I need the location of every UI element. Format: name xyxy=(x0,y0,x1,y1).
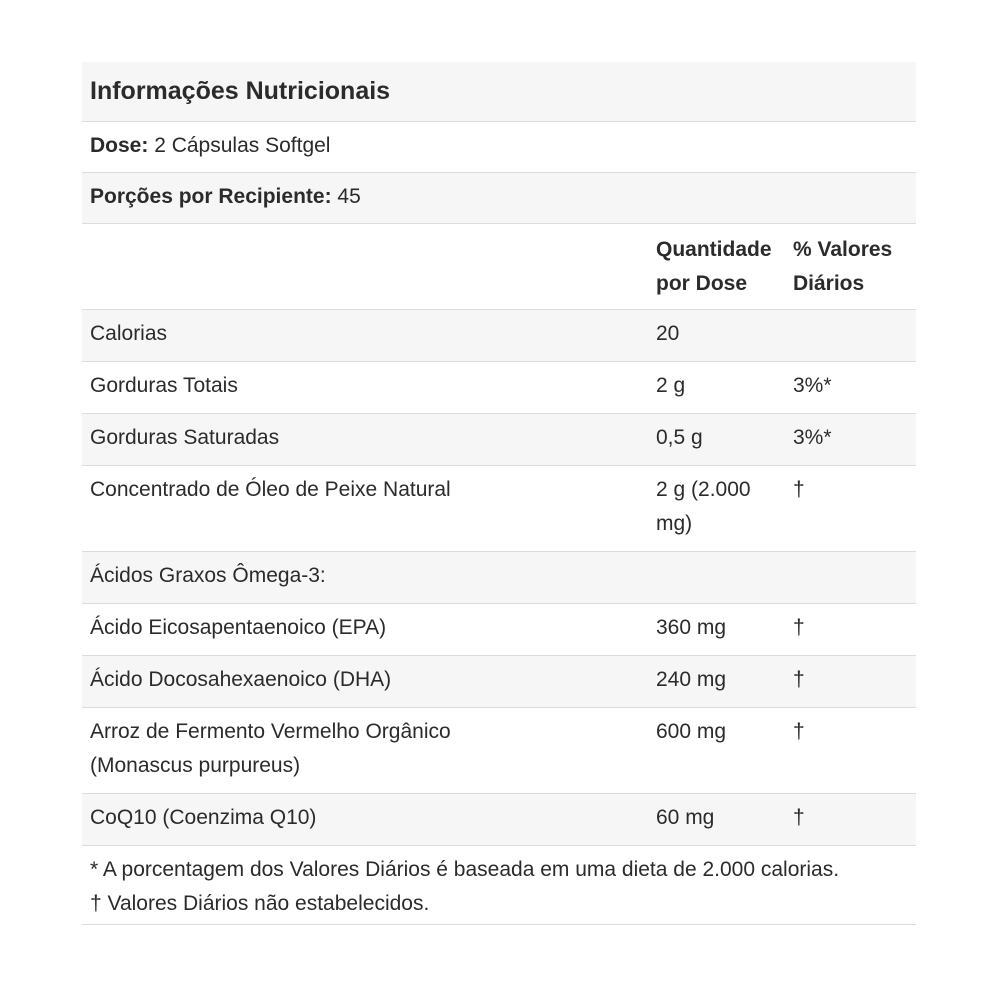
servings-value: 45 xyxy=(331,185,361,208)
header-daily-value-line1: % Valores xyxy=(793,238,893,261)
nutrient-daily-value: † xyxy=(793,668,805,691)
table-row xyxy=(82,466,916,552)
nutrient-quantity: 60 mg xyxy=(656,806,715,829)
servings-label: Porções por Recipiente: xyxy=(90,185,332,208)
table-row xyxy=(82,656,916,708)
footnote-row xyxy=(82,846,916,925)
nutrient-name xyxy=(82,715,656,783)
table-row xyxy=(82,552,916,604)
nutrient-name: CoQ10 (Coenzima Q10) xyxy=(90,806,317,829)
nutrient-name: Gorduras Saturadas xyxy=(90,426,280,449)
nutrient-name: Ácido Docosahexaenoico (DHA) xyxy=(90,668,392,691)
nutrient-quantity xyxy=(656,473,793,541)
nutrient-daily-value: † xyxy=(793,806,805,829)
table-row xyxy=(82,604,916,656)
nutrient-daily-value: 3%* xyxy=(793,426,832,449)
dose-label: Dose: xyxy=(90,134,149,157)
nutrient-group-name: Ácidos Graxos Ômega-3: xyxy=(90,564,326,587)
nutrient-name: Ácido Eicosapentaenoico (EPA) xyxy=(90,616,387,639)
dose-value: 2 Cápsulas Softgel xyxy=(148,134,331,157)
table-row xyxy=(82,414,916,466)
table-row xyxy=(82,310,916,362)
table-title-row xyxy=(82,62,916,122)
nutrient-name: Concentrado de Óleo de Peixe Natural xyxy=(90,478,451,501)
nutrient-daily-value: 3%* xyxy=(793,374,832,397)
table-row xyxy=(82,794,916,846)
nutrient-quantity: 0,5 g xyxy=(656,426,703,449)
nutrient-name: Calorias xyxy=(90,322,168,345)
nutrient-name-line2: (Monascus purpureus) xyxy=(90,754,301,777)
table-row xyxy=(82,708,916,794)
header-quantity-line1: Quantidade xyxy=(656,238,772,261)
nutrient-quantity: 20 xyxy=(656,322,680,345)
table-title: Informações Nutricionais xyxy=(90,77,391,105)
header-daily-value-line2: Diários xyxy=(793,272,865,295)
nutrient-daily-value: † xyxy=(793,478,805,501)
column-header-row xyxy=(82,224,916,310)
nutrient-name: Gorduras Totais xyxy=(90,374,238,397)
dose-row xyxy=(82,122,916,173)
header-quantity-line2: por Dose xyxy=(656,272,748,295)
nutrient-quantity-line2: mg) xyxy=(656,512,693,535)
nutrient-quantity: 2 g xyxy=(656,374,686,397)
table-row xyxy=(82,362,916,414)
nutrient-quantity-line1: 2 g (2.000 xyxy=(656,478,751,501)
nutrient-daily-value: † xyxy=(793,616,805,639)
footnote-daily-value-basis: * A porcentagem dos Valores Diários é baseada em uma dieta de 2.000 calorias. xyxy=(90,858,840,881)
footnote-not-established: † Valores Diários não estabelecidos. xyxy=(90,892,430,915)
servings-row xyxy=(82,173,916,224)
header-quantity-cell xyxy=(656,233,793,301)
nutrient-quantity: 240 mg xyxy=(656,668,727,691)
nutrient-quantity: 360 mg xyxy=(656,616,727,639)
nutrient-quantity: 600 mg xyxy=(656,720,727,743)
nutrient-name-line1: Arroz de Fermento Vermelho Orgânico xyxy=(90,720,451,743)
nutrition-facts-table xyxy=(82,62,916,925)
nutrient-daily-value: † xyxy=(793,720,805,743)
header-daily-value-cell xyxy=(793,233,916,301)
